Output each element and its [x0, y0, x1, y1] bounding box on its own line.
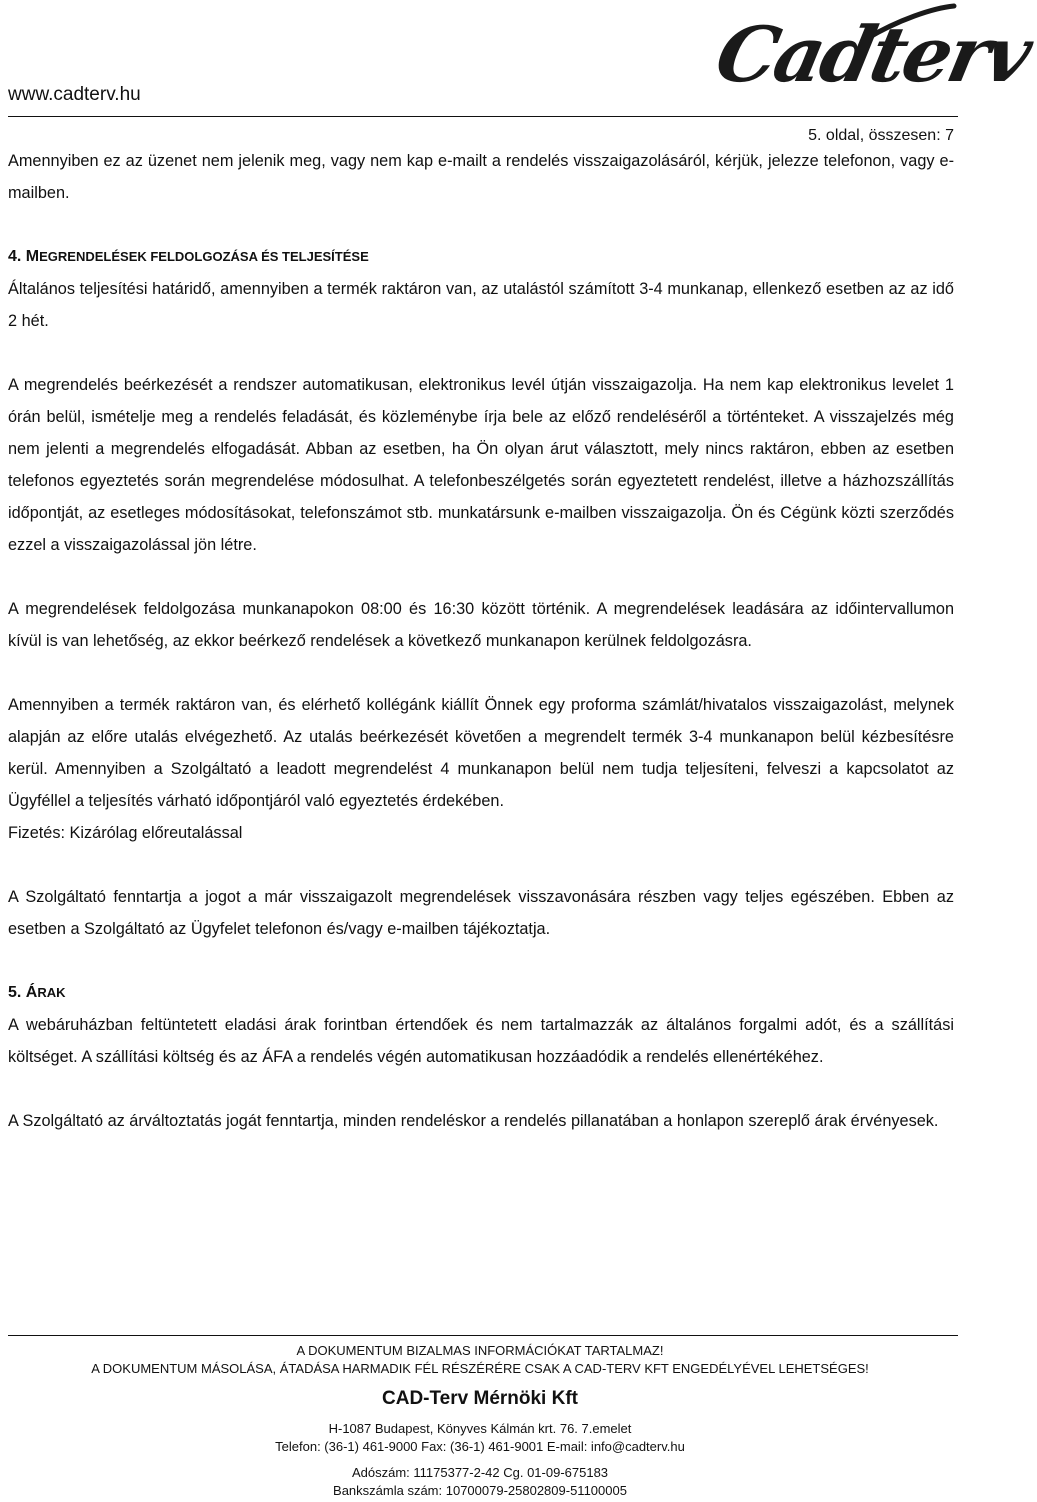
copy-restriction-notice: A DOKUMENTUM MÁSOLÁSA, ÁTADÁSA HARMADIK FÉL RÉSZÉRÉRE CSAK A CAD-TERV KFT ENGEDÉLYÉVEL LEHETSÉGES!	[91, 1361, 869, 1376]
footer-divider	[8, 1335, 958, 1336]
company-bank-account: Bankszámla szám: 10700079-25802809-51100005	[333, 1483, 627, 1498]
payment-note: Fizetés: Kizárólag előreutalással	[8, 824, 243, 842]
section-4-paragraph-1: Általános teljesítési határidő, amennyiben a termék raktáron van, az utalástól számított 3-4 munkanap, ellenkező esetben az az idő 2 hét.	[8, 280, 954, 330]
cadterv-logo	[708, 0, 1037, 108]
section-5-title: RAK	[37, 985, 66, 1000]
page-number: 5. oldal, összesen: 7	[808, 127, 954, 144]
section-5-number: 5.	[8, 984, 22, 1001]
section-4-paragraph-6: A Szolgáltató fenntartja a jogot a már visszaigazolt megrendelések visszavonására részben vagy teljes egészében. Ebben az esetben a Szolgáltató az Ügyfelet telefonon és/vagy e-mailben tájékoztatja.	[8, 888, 954, 938]
section-4-heading	[8, 241, 954, 273]
section-4-paragraph-4: Amennyiben a termék raktáron van, és elérhető kollégánk kiállít Önnek egy proforma számlát/hivatalos visszaigazolást, melynek alapján az előre utalás elvégezhető. Az utalás beérkezését követően a megrendelt termék 3-4 munkanapon belül kézbesítésre kerül. Amennyiben a Szolgáltató a leadott megrendelést 4 munkanapon belül nem tudja teljesíteni, felveszi a kapcsolatot az Ügyféllel a teljesítés várható időpontjáról való egyeztetés érdekében.	[8, 696, 954, 810]
company-contact: Telefon: (36-1) 461-9000 Fax: (36-1) 461-9001 E-mail: info@cadterv.hu	[275, 1439, 685, 1454]
section-4-title-initial: M	[25, 248, 40, 265]
section-4-number: 4.	[8, 248, 22, 265]
section-4-title: EGRENDELÉSEK FELDOLGOZÁSA ÉS TELJESÍTÉSE	[39, 249, 369, 264]
header-divider	[8, 116, 958, 117]
section-4-paragraph-3: A megrendelések feldolgozása munkanapokon 08:00 és 16:30 között történik. A megrendelések leadására az időintervallumon kívül is van lehetőség, az ekkor beérkező rendelések a következő munkanapon kerülnek feldolgozásra.	[8, 600, 954, 650]
section-4-paragraph-2: A megrendelés beérkezését a rendszer automatikusan, elektronikus levél útján visszaigazolja. Ha nem kap elektronikus levelet 1 órán belül, ismételje meg a rendelés feladását, és közleménybe írja bele az előző rendeléséről a történteket. A visszajelzés még nem jelenti a megrendelés elfogadását. Abban az esetben, ha Ön olyan árut választott, mely nincs raktáron, ebben az esetben telefonos egyeztetés során megrendelése módosulhat. A telefonbeszélgetés során egyeztetett rendelést, illetve a házhozszállítás időpontját, az esetleges módosításokat, telefonszámot stb. munkatársunk e-mailben visszaigazolja. Ön és Cégünk közti szerződés ezzel a visszaigazolással jön létre.	[8, 376, 954, 554]
section-5-paragraph-1: A webáruházban feltüntetett eladási árak forintban értendőek és nem tartalmazzák az általános forgalmi adót, és a szállítási költséget. A szállítási költség és az ÁFA a rendelés végén automatikusan hozzáadódik a rendelés ellenértékéhez.	[8, 1016, 954, 1066]
company-tax-id: Adószám: 11175377-2-42 Cg. 01-09-675183	[351, 1465, 609, 1480]
footer	[0, 1342, 960, 1500]
company-address: H-1087 Budapest, Könyves Kálmán krt. 76. 7.emelet	[328, 1421, 632, 1436]
section-5-heading	[8, 977, 954, 1009]
document-body	[8, 145, 954, 1137]
company-name: CAD-Terv Mérnöki Kft	[382, 1388, 578, 1409]
confidential-notice: A DOKUMENTUM BIZALMAS INFORMÁCIÓKAT TARTALMAZ!	[296, 1343, 664, 1358]
site-url: www.cadterv.hu	[8, 84, 141, 105]
intro-paragraph: Amennyiben ez az üzenet nem jelenik meg, vagy nem kap e-mailt a rendelés visszaigazolásáról, kérjük, jelezze telefonon, vagy e-mailben.	[8, 152, 954, 202]
logo-wordmark: Cadterv	[708, 10, 1037, 99]
section-5-paragraph-2: A Szolgáltató az árváltoztatás jogát fenntartja, minden rendeléskor a rendelés pillanatában a honlapon szereplő árak érvényesek.	[8, 1112, 939, 1130]
section-5-title-initial: Á	[25, 984, 38, 1001]
